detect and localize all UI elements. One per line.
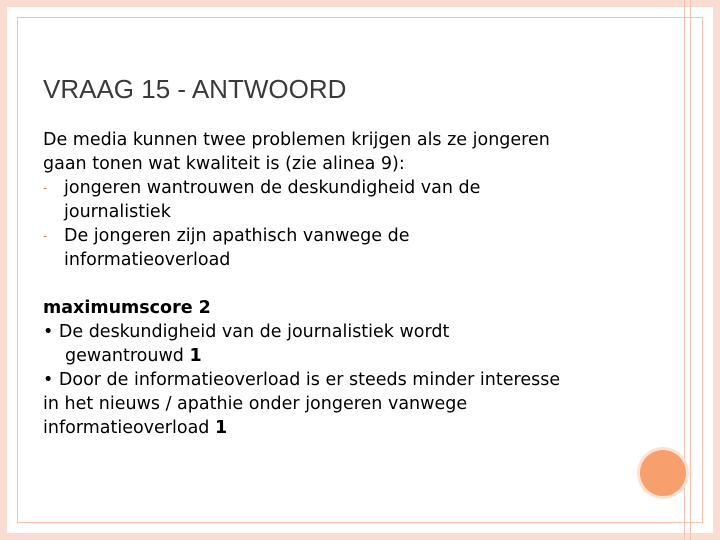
- score-heading: maximumscore 2: [43, 298, 211, 318]
- list-item-text: De jongeren zijn apathisch vanwege de: [64, 226, 410, 246]
- decorative-vertical-line: [690, 0, 691, 540]
- intro-line: gaan tonen wat kwaliteit is (zie alinea 9):: [43, 154, 405, 174]
- slide-content: [43, 128, 643, 440]
- list-item-text: informatieoverload: [64, 250, 231, 270]
- spacer: [43, 272, 643, 296]
- score-points: 1: [189, 346, 202, 366]
- dash-marker: -: [43, 229, 48, 243]
- list-item-text: jongeren wantrouwen de deskundigheid van de: [64, 178, 481, 198]
- score-item-line: • De deskundigheid van de journalistiek wordt: [43, 322, 450, 342]
- decorative-circle: [640, 450, 686, 496]
- list-item-text: journalistiek: [64, 202, 171, 222]
- slide-title: VRAAG 15 - ANTWOORD: [43, 74, 347, 104]
- dash-marker: -: [43, 181, 48, 195]
- list-item: [43, 224, 643, 272]
- score-item-line: • Door de informatieoverload is er steeds minder interesse: [43, 370, 561, 390]
- list-item: [43, 176, 643, 224]
- score-item-line: [43, 416, 643, 440]
- score-item-line: in het nieuws / apathie onder jongeren vanwege: [43, 394, 468, 414]
- decorative-vertical-line: [684, 0, 685, 540]
- score-points: 1: [214, 418, 228, 438]
- score-item-line: [43, 344, 643, 368]
- intro-line: De media kunnen twee problemen krijgen als ze jongeren: [43, 130, 550, 150]
- score-item-text: informatieoverload: [43, 418, 215, 438]
- score-item-text: gewantrouwd: [65, 346, 190, 366]
